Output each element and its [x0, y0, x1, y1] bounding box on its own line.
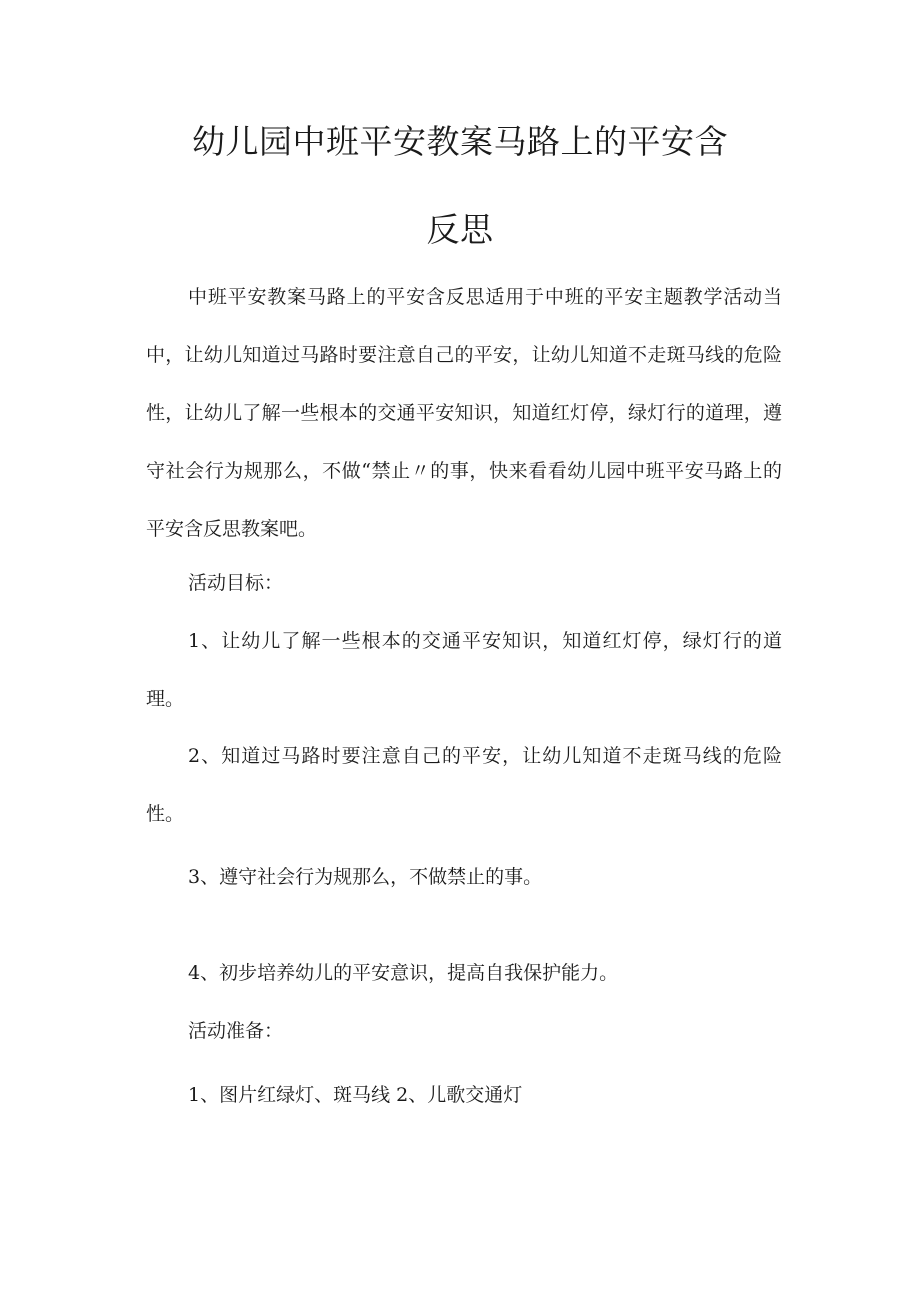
prep-item-1: 1、图片红绿灯、斑马线 2、儿歌交通灯 — [188, 1084, 523, 1106]
goal-item-4: 4、初步培养幼儿的平安意识，提高自我保护能力。 — [188, 962, 619, 984]
document-title-line-1: 幼儿园中班平安教案马路上的平安含 — [192, 122, 728, 161]
prep-heading: 活动准备： — [188, 1020, 284, 1042]
intro-paragraph: 中班平安教案马路上的平安含反思适用于中班的平安主题教学活动当中，让幼儿知道过马路时要注意自己的平安，让幼儿知道不走斑马线的危险性，让幼儿了解一些根本的交通平安知识，知道红灯停，绿灯行的道理，遵守社会行为规那么，不做“禁止〃的事，快来看看幼儿园中班平安马路上的平安含反思教案吧。 — [146, 286, 782, 540]
goal-item-3: 3、遵守社会行为规那么，不做禁止的事。 — [188, 866, 543, 888]
goals-heading: 活动目标： — [188, 572, 284, 594]
document-title-line-2: 反思 — [426, 210, 494, 249]
goal-item-1: 1、让幼儿了解一些根本的交通平安知识，知道红灯停，绿灯行的道理。 — [146, 630, 782, 710]
goal-item-2: 2、知道过马路时要注意自己的平安，让幼儿知道不走斑马线的危险性。 — [146, 745, 782, 825]
